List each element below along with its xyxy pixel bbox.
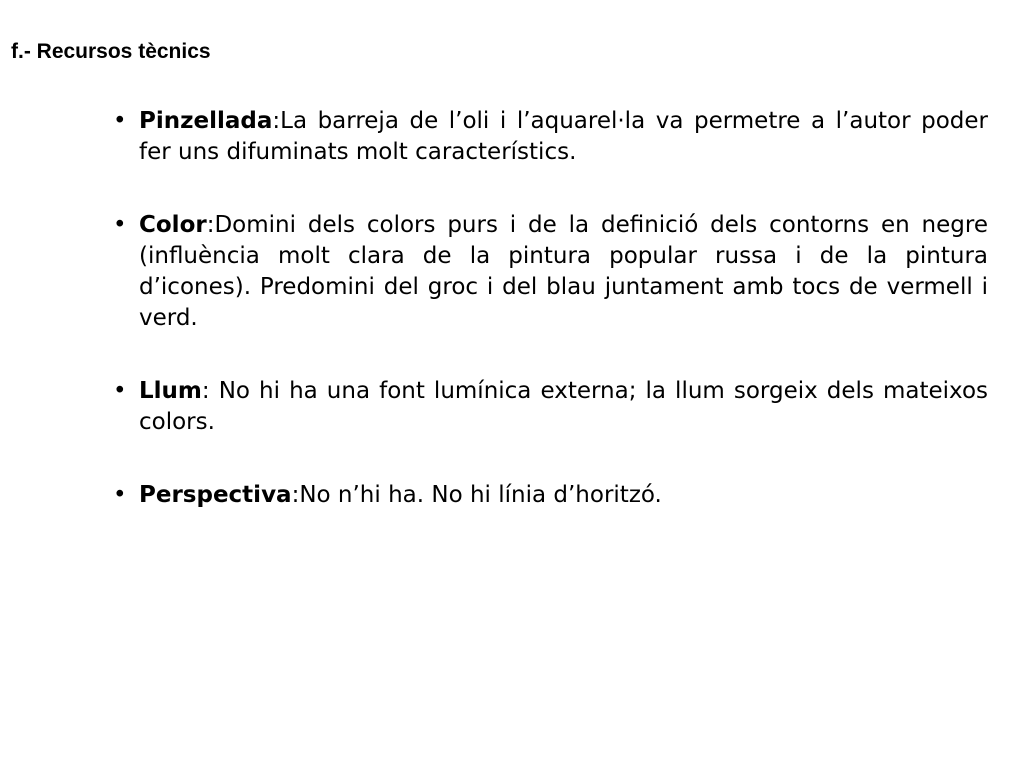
bullet-separator: : bbox=[206, 212, 215, 238]
bullet-separator: : bbox=[291, 482, 300, 508]
bullet-icon: • bbox=[113, 212, 127, 238]
slide-title: f.- Recursos tècnics bbox=[11, 40, 211, 63]
bullet-text: No hi ha una font lumínica externa; la llum sorgeix dels mateixos colors. bbox=[139, 378, 988, 435]
bullet-icon: • bbox=[113, 108, 127, 134]
bullet-term: Llum bbox=[139, 378, 202, 404]
bullet-term: Perspectiva bbox=[139, 482, 292, 508]
bullet-item-llum bbox=[113, 376, 988, 438]
bullet-text: Domini dels colors purs i de la definició dels contorns en negre (influència molt clara de la pintura popular russa i de la pintura d’icones). Predomini del groc i del blau juntament amb tocs de vermell i verd. bbox=[139, 212, 988, 331]
bullet-separator: : bbox=[201, 378, 210, 404]
bullet-item-perspectiva bbox=[113, 480, 988, 511]
bullet-item-pinzellada bbox=[113, 106, 988, 168]
bullet-icon: • bbox=[113, 378, 127, 404]
bullet-text: No n’hi ha. No hi línia d’horitzó. bbox=[299, 482, 662, 508]
bullet-term: Color bbox=[139, 212, 207, 238]
bullet-list bbox=[113, 106, 988, 511]
bullet-icon: • bbox=[113, 482, 127, 508]
bullet-term: Pinzellada bbox=[139, 108, 273, 134]
bullet-item-color bbox=[113, 210, 988, 334]
bullet-separator: : bbox=[272, 108, 281, 134]
bullet-text: La barreja de l’oli i l’aquarel·la va permetre a l’autor poder fer uns difuminats molt característics. bbox=[139, 108, 988, 165]
